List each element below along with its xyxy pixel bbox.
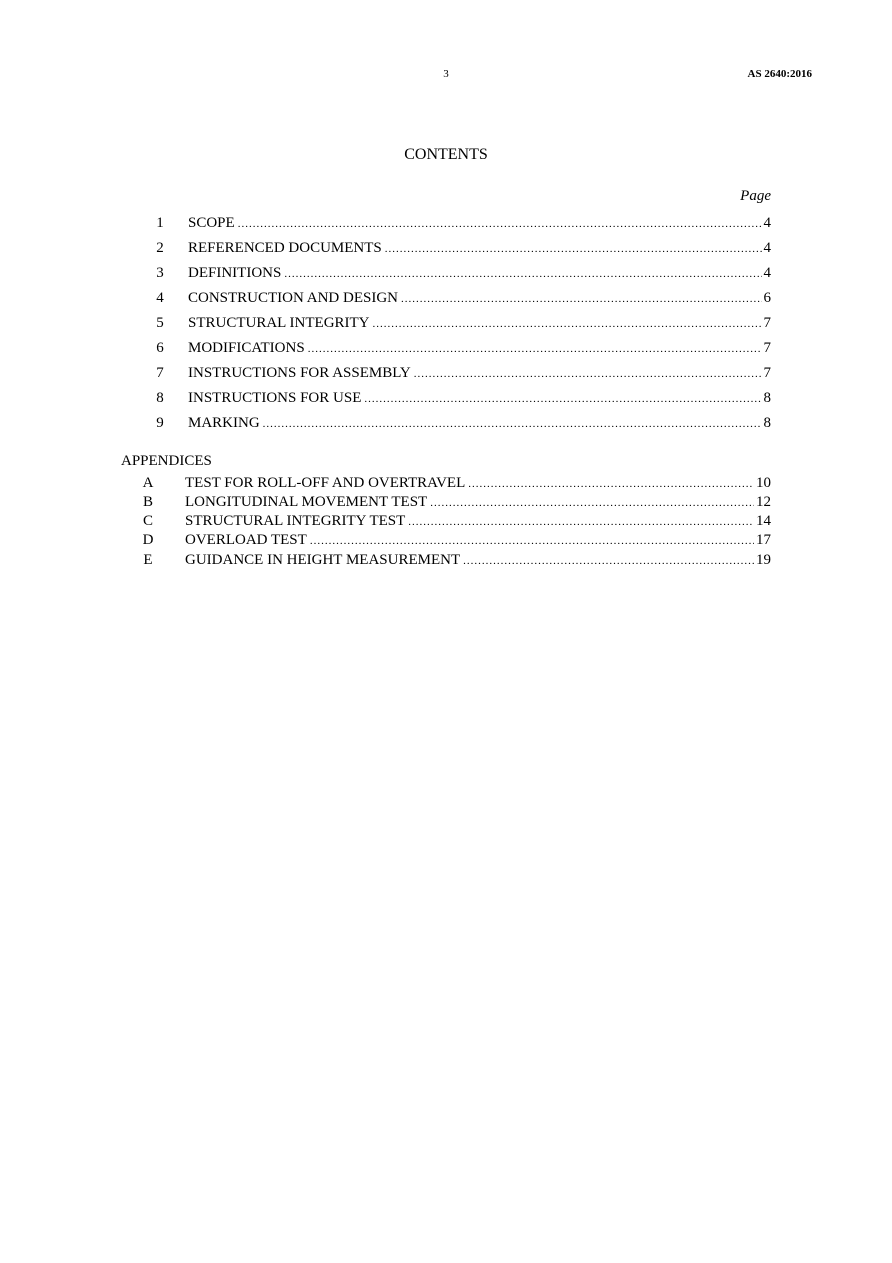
toc-entry-number: 3 [156, 265, 164, 281]
dot-leader [414, 364, 762, 384]
dot-leader [401, 289, 761, 309]
toc-entry-label: OVERLOAD TEST [185, 532, 307, 548]
dot-leader [463, 551, 754, 571]
toc-entry-number: 6 [156, 340, 164, 356]
toc-entry-page: 4 [763, 240, 771, 256]
toc-entry-referenced-documents[interactable] [156, 238, 771, 258]
toc-appendix-a[interactable] [142, 473, 771, 493]
toc-entry-page: 10 [756, 475, 771, 491]
dot-leader [310, 531, 754, 551]
toc-entry-page: 8 [763, 390, 771, 406]
toc-appendix-c[interactable] [142, 511, 771, 531]
dot-leader [263, 414, 762, 434]
page-number: 3 [443, 68, 449, 80]
toc-entry-label: GUIDANCE IN HEIGHT MEASUREMENT [185, 552, 461, 568]
dot-leader [284, 264, 761, 284]
page-title: CONTENTS [404, 146, 488, 163]
toc-entry-construction-and-design[interactable] [156, 288, 771, 308]
toc-appendix-letter: A [142, 475, 154, 491]
dot-leader [430, 493, 754, 513]
toc-entry-label: LONGITUDINAL MOVEMENT TEST [185, 494, 428, 510]
toc-entry-label: MARKING [188, 415, 260, 431]
appendices-heading: APPENDICES [121, 453, 212, 469]
dot-leader [364, 389, 761, 409]
toc-entry-number: 9 [156, 415, 164, 431]
toc-appendix-letter: C [142, 513, 153, 529]
toc-entry-label: TEST FOR ROLL-OFF AND OVERTRAVEL [185, 475, 466, 491]
toc-entry-modifications[interactable] [156, 338, 771, 358]
toc-appendix-d[interactable] [142, 530, 771, 550]
toc-entry-page: 14 [756, 513, 771, 529]
toc-entry-label: MODIFICATIONS [188, 340, 305, 356]
toc-entry-label: INSTRUCTIONS FOR USE [188, 390, 362, 406]
dot-leader [385, 239, 762, 259]
toc-entry-number: 5 [156, 315, 164, 331]
toc-appendix-letter: E [143, 552, 153, 568]
toc-appendix-b[interactable] [142, 492, 771, 512]
toc-entry-marking[interactable] [156, 413, 771, 433]
toc-entry-number: 2 [156, 240, 164, 256]
toc-entry-number: 8 [156, 390, 164, 406]
toc-entry-label: CONSTRUCTION AND DESIGN [188, 290, 399, 306]
toc-entry-instructions-for-assembly[interactable] [156, 363, 771, 383]
toc-entry-definitions[interactable] [156, 263, 771, 283]
toc-entry-scope[interactable] [156, 213, 771, 233]
toc-entry-page: 4 [763, 265, 771, 281]
dot-leader [373, 314, 762, 334]
toc-entry-label: REFERENCED DOCUMENTS [188, 240, 382, 256]
toc-entry-structural-integrity[interactable] [156, 313, 771, 333]
dot-leader [238, 214, 762, 234]
dot-leader [468, 474, 754, 494]
toc-appendix-e[interactable] [143, 550, 771, 570]
toc-entry-label: STRUCTURAL INTEGRITY TEST [185, 513, 406, 529]
toc-entry-page: 7 [763, 315, 771, 331]
toc-entry-page: 7 [763, 340, 771, 356]
toc-entry-number: 7 [156, 365, 164, 381]
toc-entry-label: INSTRUCTIONS FOR ASSEMBLY [188, 365, 411, 381]
toc-entry-number: 4 [156, 290, 164, 306]
dot-leader [408, 512, 754, 532]
toc-entry-instructions-for-use[interactable] [156, 388, 771, 408]
toc-entry-page: 6 [763, 290, 771, 306]
toc-entry-page: 8 [763, 415, 771, 431]
toc-entry-page: 19 [756, 552, 771, 568]
toc-appendix-letter: D [142, 532, 154, 548]
toc-appendix-letter: B [142, 494, 153, 510]
toc-entry-page: 17 [756, 532, 771, 548]
document-code: AS 2640:2016 [747, 68, 812, 80]
dot-leader [308, 339, 762, 359]
toc-entry-number: 1 [156, 215, 164, 231]
toc-entry-label: DEFINITIONS [188, 265, 282, 281]
toc-entry-label: SCOPE [188, 215, 235, 231]
page-column-heading: Page [740, 188, 771, 204]
toc-entry-page: 12 [756, 494, 771, 510]
toc-entry-page: 7 [763, 365, 771, 381]
toc-entry-label: STRUCTURAL INTEGRITY [188, 315, 370, 331]
toc-entry-page: 4 [763, 215, 771, 231]
